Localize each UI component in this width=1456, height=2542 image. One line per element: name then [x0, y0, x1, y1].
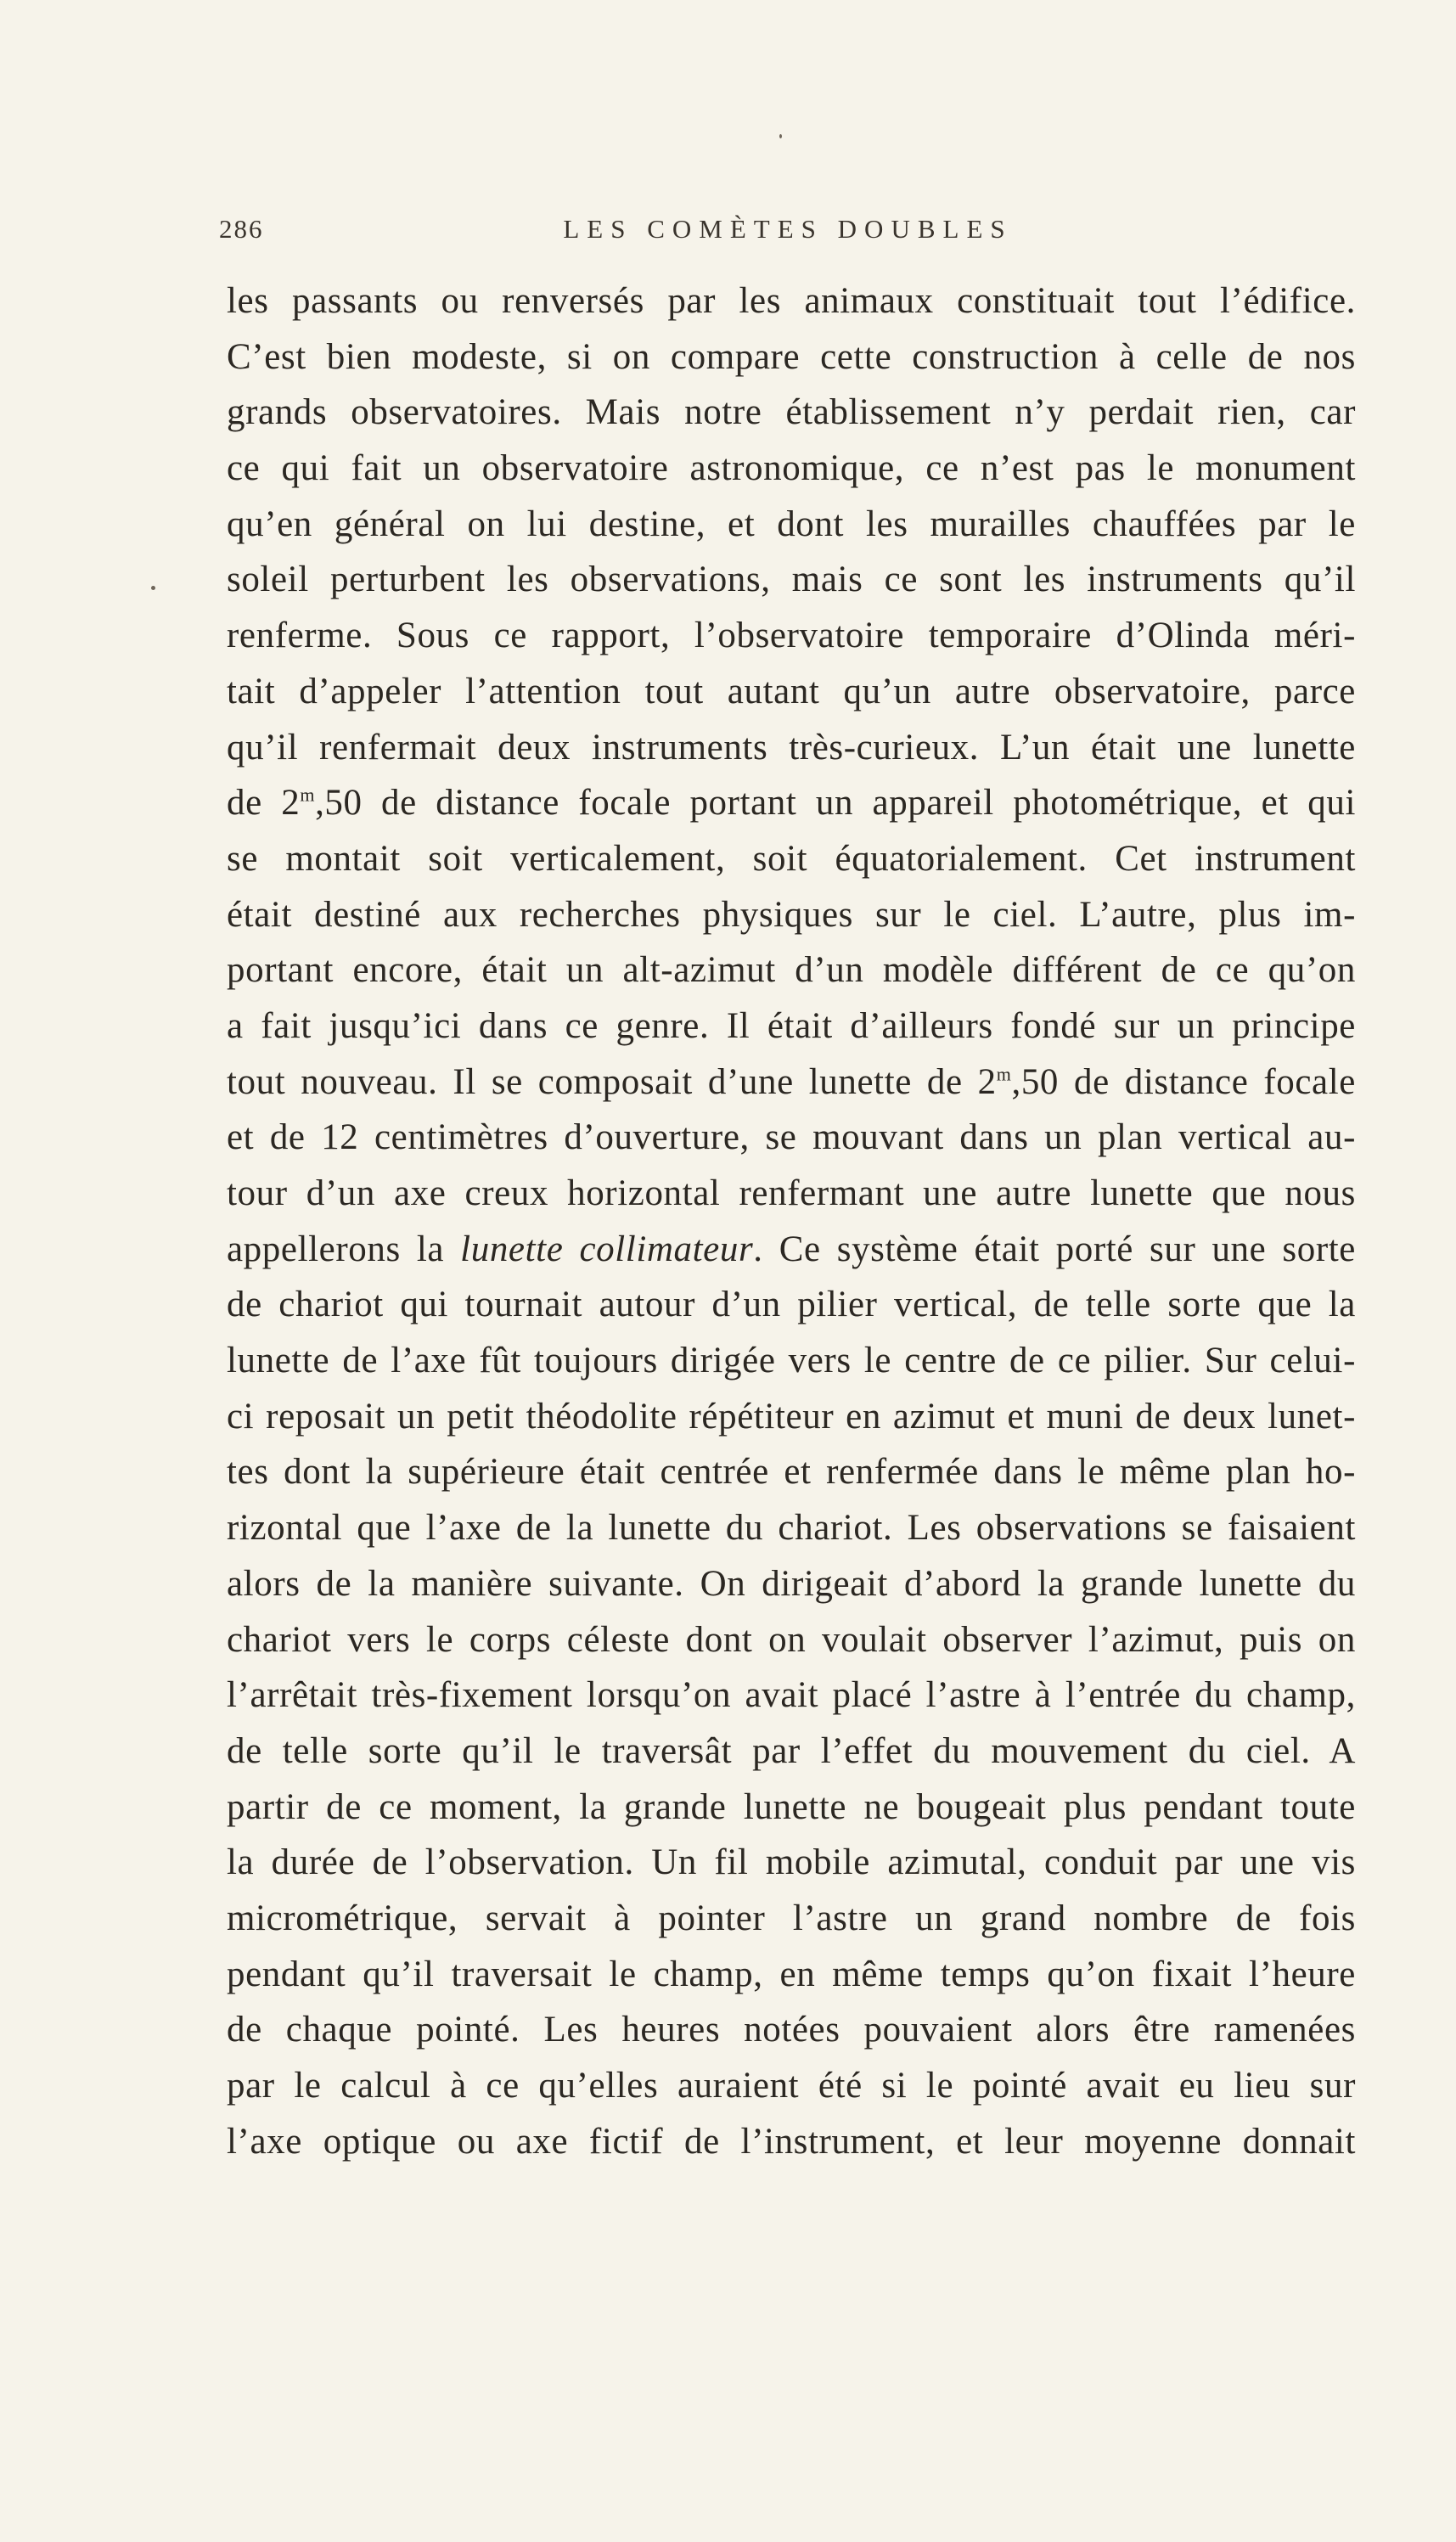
text-line: la durée de l’observation. Un fil mobile azimutal, conduit par une vis [227, 1842, 1356, 1883]
text-line: tes dont la supérieure était centrée et renfermée dans le même plan ho- [227, 1452, 1356, 1493]
text-line: les passants ou renversés par les animaux constituait tout l’édifice. [227, 281, 1356, 321]
text-line: a fait jusqu’ici dans ce genre. Il était d’ailleurs fondé sur un principe [227, 1005, 1356, 1046]
text-line: ce qui fait un observatoire astronomique, ce n’est pas le monument [227, 448, 1356, 489]
text-line: et de 12 centimètres d’ouverture, se mouvant dans un plan vertical au- [227, 1117, 1356, 1158]
text-line: qu’en général on lui destine, et dont les murailles chauffées par le [227, 503, 1356, 544]
text-line: soleil perturbent les observations, mais ce sont les instruments qu’il [227, 560, 1356, 600]
text-line: partir de ce moment, la grande lunette ne bougeait plus pendant toute [227, 1786, 1356, 1827]
text-line: portant encore, était un alt-azimut d’un modèle différent de ce qu’on [227, 950, 1356, 991]
paper-speck [779, 134, 782, 138]
text-line: de 2$^m$,50 de distance focale portant un appareil photométrique, et qui [227, 783, 1357, 824]
text-line: rizontal que l’axe de la lunette du chariot. Les observations se faisaient [227, 1508, 1356, 1549]
text-line: tout nouveau. Il se composait d’une lunette de 2$^m$,50 de distance focale [227, 1061, 1356, 1102]
text-line: qu’il renfermait deux instruments très-curieux. L’un était une lunette [227, 727, 1356, 768]
text-line: grands observatoires. Mais notre établissement n’y perdait rien, car [227, 392, 1356, 433]
running-title: LES COMÈTES DOUBLES [563, 214, 1013, 244]
text-line: se montait soit verticalement, soit équatorialement. Cet instrument [227, 838, 1356, 879]
text-line: tait d’appeler l’attention tout autant qu’un autre observatoire, parce [227, 671, 1356, 711]
text-line: micrométrique, servait à pointer l’astre un grand nombre de fois [227, 1898, 1356, 1938]
text-line: tour d’un axe creux horizontal renfermant une autre lunette que nous [227, 1173, 1356, 1213]
text-line: l’arrêtait très-fixement lorsqu’on avait placé l’astre à l’entrée du champ, [227, 1675, 1356, 1716]
text-line: de telle sorte qu’il le traversât par l’effet du mouvement du ciel. A [227, 1730, 1356, 1771]
text-line: alors de la manière suivante. On dirigeait d’abord la grande lunette du [227, 1563, 1356, 1604]
text-line: ci reposait un petit théodolite répétiteur en azimut et muni de deux lunet- [227, 1396, 1356, 1437]
text-line: était destiné aux recherches physiques sur le ciel. L’autre, plus im- [227, 894, 1356, 935]
paper-speck [151, 586, 155, 590]
text-line: C’est bien modeste, si on compare cette construction à celle de nos [227, 336, 1356, 377]
text-line: l’axe optique ou axe fictif de l’instrument, et leur moyenne donnait [227, 2121, 1356, 2162]
page-header [219, 214, 1357, 256]
text-line: de chaque pointé. Les heures notées pouvaient alors être ramenées [227, 2010, 1356, 2050]
text-line: appellerons la lunette collimateur. Ce système était porté sur une sorte [227, 1229, 1356, 1269]
body-text [227, 273, 1356, 2169]
text-line: de chariot qui tournait autour d’un pilier vertical, de telle sorte que la [227, 1285, 1356, 1325]
page-number: 286 [219, 214, 264, 244]
text-line: par le calcul à ce qu’elles auraient été si le pointé avait eu lieu sur [227, 2066, 1356, 2106]
text-line: chariot vers le corps céleste dont on voulait observer l’azimut, puis on [227, 1619, 1356, 1660]
text-line: pendant qu’il traversait le champ, en même temps qu’on fixait l’heure [227, 1954, 1356, 1994]
text-line: lunette de l’axe fût toujours dirigée vers le centre de ce pilier. Sur celui- [227, 1341, 1356, 1381]
text-line: renferme. Sous ce rapport, l’observatoire temporaire d’Olinda méri- [227, 616, 1356, 656]
